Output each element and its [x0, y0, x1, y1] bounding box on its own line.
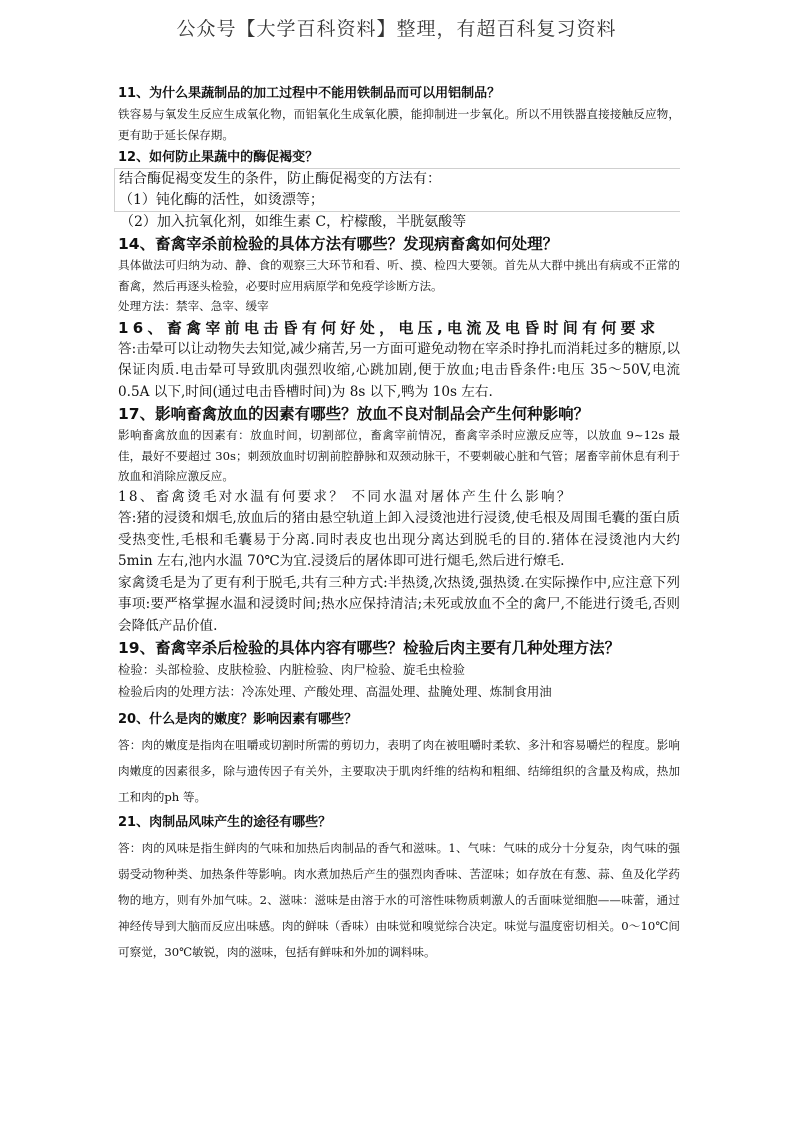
question-18-title: 18、畜禽烫毛对水温有何要求？ 不同水温对屠体产生什么影响？: [118, 488, 573, 505]
question-12-title: 12、如何防止果蔬中的酶促褐变？: [118, 150, 319, 165]
question-11-title: 11、为什么果蔬制品的加工过程中不能用铁制品而可以用铝制品？: [118, 86, 501, 101]
question-16-title: 16、畜禽宰前电击昏有何好处，电压,电流及电昏时间有何要求: [118, 318, 660, 337]
question-19-title: 19、畜禽宰杀后检验的具体内容有哪些？检验后肉主要有几种处理方法？: [118, 639, 621, 657]
question-14-title: 14、畜禽宰杀前检验的具体方法有哪些？发现病畜禽如何处理？: [118, 235, 559, 253]
question-14-answer: 具体做法可归纳为动、静、食的观察三大环节和看、听、摸、检四大要领。首先从大群中挑出有病或不正常的畜禽，然后再逐头检验，必要时应用病原学和免疫学诊断方法。: [118, 258, 680, 293]
question-20-answer: 答：肉的嫩度是指肉在咀嚼或切割时所需的剪切力，表明了肉在被咀嚼时柔软、多汁和容易嚼烂的程度。影响肉嫩度的因素很多，除与遗传因子有关外，主要取决于肌肉纤维的结构和粗细、结缔组织的含量及构成，热加工和肉的ph 等。: [118, 738, 680, 804]
question-12-line-3: （2）加入抗氧化剂，如维生素 C，柠檬酸，半胱氨酸等: [120, 214, 467, 230]
question-12-line-2: （1）钝化酶的活性，如烫漂等；: [119, 192, 324, 208]
question-21-answer: 答：肉的风味是指生鲜肉的气味和加热后肉制品的香气和滋味。1、气味：气味的成分十分复杂，肉气味的强弱受动物种类、加热条件等影响。肉水煮加热后产生的强烈肉香味、苦涩味；如存放在有葱、蒜、鱼及化学药物的地方，则有外加气味。2、滋味：滋味是由溶于水的可溶性味物质刺激人的舌面味觉细胞——味蕾，通过神经传导到大脑而反应出味感。肉的鲜味（香味）由味觉和嗅觉综合决定。味觉与温度密切相关。0～10℃间可察觉，30℃敏锐，肉的滋味，包括有鲜味和外加的调料味。: [118, 841, 680, 959]
question-19-line-2: 检验后肉的处理方法：冷冻处理、产酸处理、高温处理、盐腌处理、炼制食用油: [118, 684, 552, 699]
question-17-answer: 影响畜禽放血的因素有：放血时间，切割部位，畜禽宰前情况，畜禽宰杀时应激反应等，以放血 9~12s 最佳，最好不要超过 30s；刺颈放血时切割前腔静脉和双颈动脉干，不要刺破心脏和气管；屠畜宰前休息有利于放血和消除应激反应。: [118, 428, 680, 483]
question-20-title: 20、什么是肉的嫩度？影响因素有哪些？: [118, 712, 358, 727]
question-18-answer-1: 答:猪的浸烫和烟毛,放血后的猪由悬空轨道上卸入浸烫池进行浸烫,使毛根及周围毛囊的蛋白质受热变性,毛根和毛囊易于分离.同时表皮也出现分离达到脱毛的目的.猪体在浸烫池内大约 5min 左右,池内水温 70℃为宜.浸烫后的屠体即可进行煺毛,然后进行燎毛.: [118, 510, 680, 569]
page-header: 公众号【大学百科资料】整理，有超百科复习资料: [176, 18, 617, 40]
question-12-box: [114, 168, 680, 212]
question-14-treatment: 处理方法：禁宰、急宰、缓宰: [118, 299, 269, 313]
question-16-answer: 答:击晕可以让动物失去知觉,减少痛苦,另一方面可避免动物在宰杀时挣扎而消耗过多的糖原,以保证肉质.电击晕可导致肌肉强烈收缩,心跳加剧,便于放血;电击昏条件:电压 35～50V,电流 0.5A 以下,时间(通过电击昏槽时间)为 8s 以下,鸭为 10s 左右.: [118, 340, 680, 400]
question-17-title: 17、影响畜禽放血的因素有哪些？放血不良对制品会产生何种影响？: [118, 405, 590, 423]
document-body: [118, 83, 680, 965]
question-21-title: 21、肉制品风味产生的途径有哪些？: [118, 815, 332, 830]
question-11-answer: 铁容易与氧发生反应生成氧化物，而铝氧化生成氧化膜，能抑制进一步氧化。所以不用铁器直接接触反应物，更有助于延长保存期。: [118, 107, 680, 142]
question-12-line-1: 结合酶促褐变发生的条件，防止酶促褐变的方法有：: [119, 171, 441, 187]
question-19-line-1: 检验：头部检验、皮肤检验、内脏检验、肉尸检验、旋毛虫检验: [118, 662, 465, 677]
question-18-answer-2: 家禽烫毛是为了更有利于脱毛,共有三种方式:半热烫,次热烫,强热烫.在实际操作中,应注意下列事项:要严格掌握水温和浸烫时间;热水应保持清洁;未死或放血不全的禽尸,不能进行烫毛,否则会降低产品价值.: [118, 574, 680, 634]
